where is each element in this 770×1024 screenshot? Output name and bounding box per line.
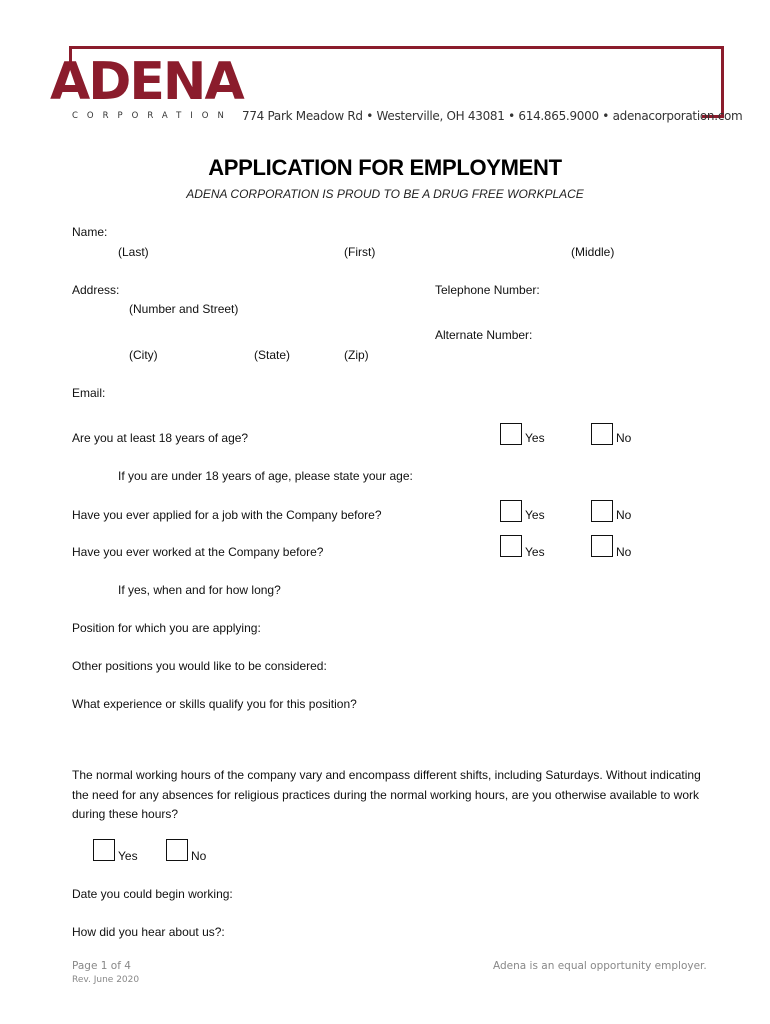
company-logo [50, 52, 243, 124]
state-label: (State) [254, 348, 291, 362]
page-number: Page 1 of 4 [72, 960, 131, 972]
worked-question: Have you ever worked at the Company before? [72, 545, 324, 559]
name-label: Name: [72, 225, 108, 239]
logo-subtitle: CORPORATION [72, 111, 233, 121]
address-label: Address: [72, 283, 120, 297]
name-first-label: (First) [344, 245, 376, 259]
page-subtitle: ADENA CORPORATION IS PROUD TO BE A DRUG FREE WORKPLACE [186, 187, 584, 201]
hours-no-label: No [191, 849, 207, 863]
worked-no-checkbox[interactable] [591, 535, 613, 557]
under18-question: If you are under 18 years of age, please state your age: [118, 469, 413, 483]
zip-label: (Zip) [344, 348, 369, 362]
alternate-number-label: Alternate Number: [435, 328, 533, 342]
worked-yes-checkbox[interactable] [500, 535, 522, 557]
logo-wordmark: ADENA [50, 52, 243, 112]
hours-yes-label: Yes [118, 849, 138, 863]
eeo-statement: Adena is an equal opportunity employer. [493, 960, 707, 972]
telephone-label: Telephone Number: [435, 283, 540, 297]
applied-question: Have you ever applied for a job with the Company before? [72, 508, 382, 522]
hours-yes-checkbox[interactable] [93, 839, 115, 861]
revision-date: Rev. June 2020 [72, 975, 140, 985]
worked-yes-label: Yes [525, 545, 545, 559]
position-question: Position for which you are applying: [72, 621, 261, 635]
worked-no-label: No [616, 545, 632, 559]
applied-yes-label: Yes [525, 508, 545, 522]
name-middle-label: (Middle) [571, 245, 615, 259]
heard-question: How did you hear about us?: [72, 925, 225, 939]
other-positions-question: Other positions you would like to be considered: [72, 659, 327, 673]
header-frame-right [721, 46, 724, 118]
age-yes-checkbox[interactable] [500, 423, 522, 445]
header-frame-top [69, 46, 724, 49]
age-no-label: No [616, 431, 632, 445]
street-label: (Number and Street) [129, 302, 239, 316]
hours-no-checkbox[interactable] [166, 839, 188, 861]
applied-no-checkbox[interactable] [591, 500, 613, 522]
working-hours-paragraph: The normal working hours of the company vary and encompass different shifts, including Saturdays. Without indicating the need for any absences for religious practices during the normal working hours, are you otherwise available to work during these hours? [72, 768, 701, 821]
experience-question: What experience or skills qualify you for this position? [72, 697, 357, 711]
when-question: If yes, when and for how long? [118, 583, 281, 597]
company-address: 774 Park Meadow Rd • Westerville, OH 43081 • 614.865.9000 • adenacorporation.com [242, 109, 743, 123]
applied-yes-checkbox[interactable] [500, 500, 522, 522]
applied-no-label: No [616, 508, 632, 522]
start-date-question: Date you could begin working: [72, 887, 233, 901]
city-label: (City) [129, 348, 158, 362]
email-label: Email: [72, 386, 106, 400]
age-yes-label: Yes [525, 431, 545, 445]
age-question: Are you at least 18 years of age? [72, 431, 249, 445]
page-title: APPLICATION FOR EMPLOYMENT [208, 155, 562, 180]
age-no-checkbox[interactable] [591, 423, 613, 445]
name-last-label: (Last) [118, 245, 149, 259]
